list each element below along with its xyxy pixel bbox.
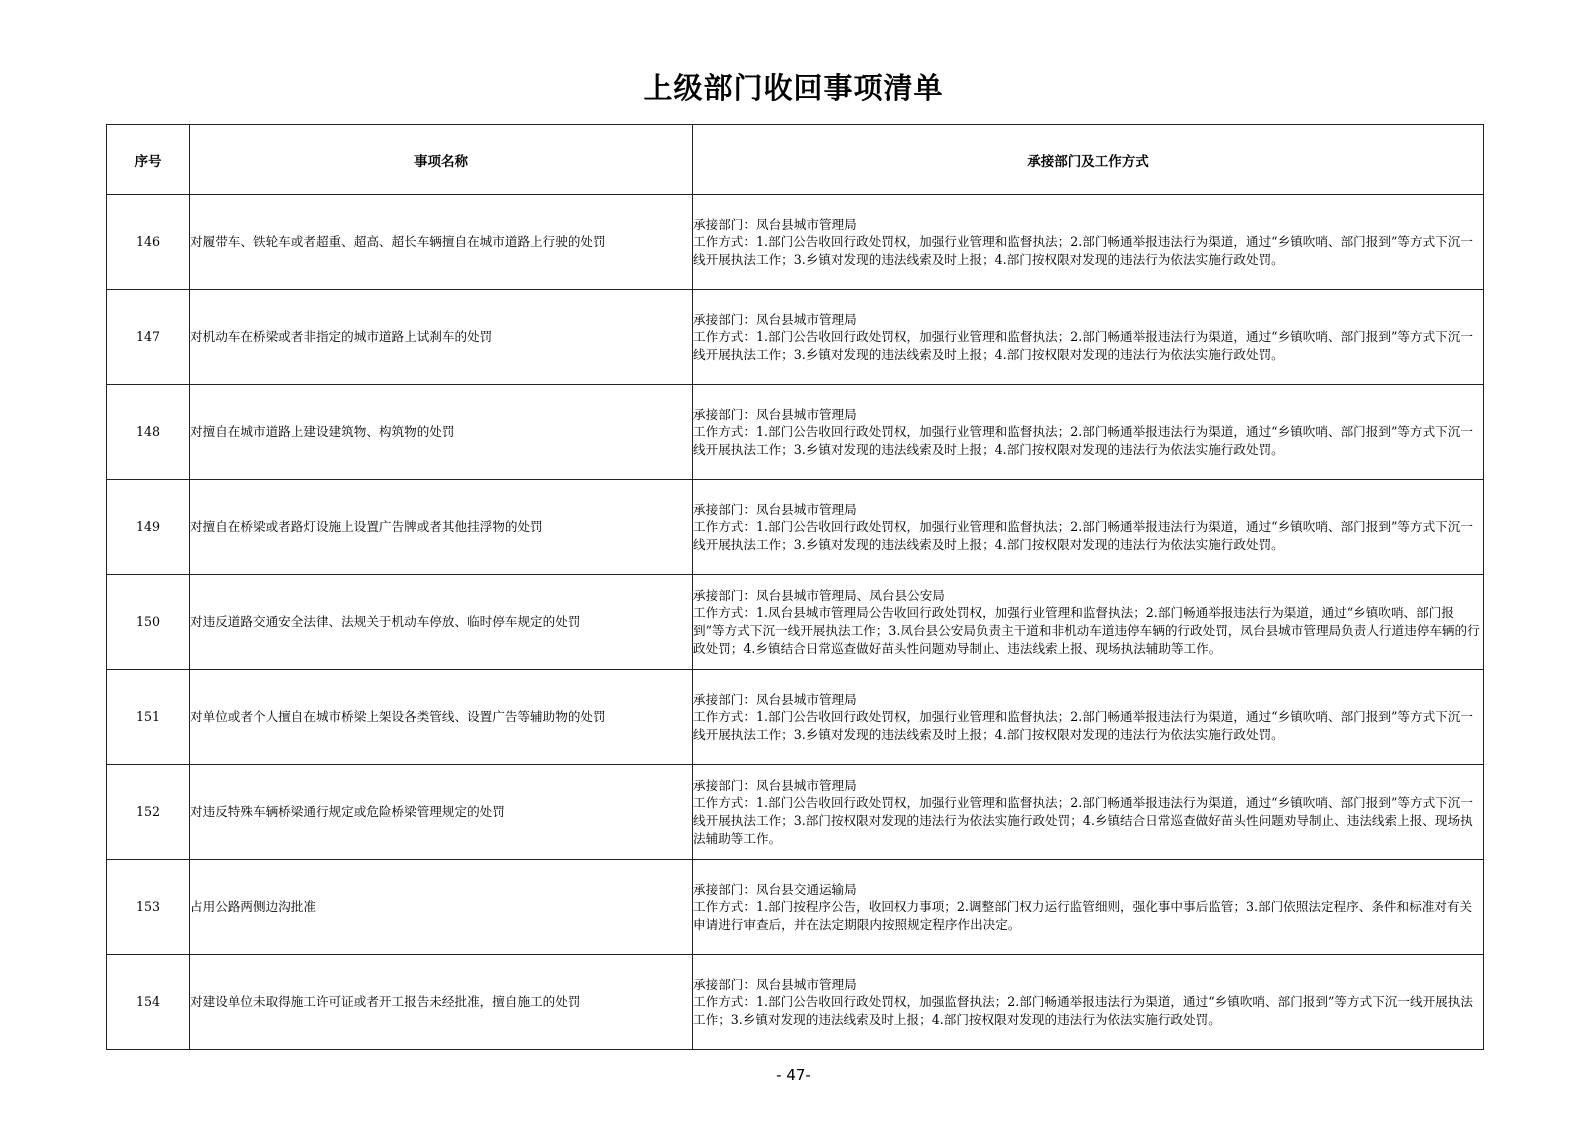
row-number: 146 — [107, 195, 190, 290]
table-row — [107, 860, 1484, 955]
item-name: 对机动车在桥梁或者非指定的城市道路上试刹车的处罚 — [190, 290, 693, 385]
table-row — [107, 955, 1484, 1050]
item-name: 对履带车、铁轮车或者超重、超高、超长车辆擅自在城市道路上行驶的处罚 — [190, 195, 693, 290]
dept-line: 承接部门：凤台县城市管理局 — [693, 691, 857, 707]
table-row — [107, 195, 1484, 290]
dept-cell — [693, 670, 1484, 765]
row-number: 151 — [107, 670, 190, 765]
dept-cell — [693, 765, 1484, 860]
header-dept: 承接部门及工作方式 — [693, 125, 1484, 195]
dept-line: 承接部门：凤台县城市管理局 — [693, 976, 857, 992]
mode-line: 工作方式：1.部门按程序公告，收回权力事项；2.调整部门权力运行监管细则，强化事中事后监管；3.部门依照法定程序、条件和标准对有关申请进行审查后，并在法定期限内按照规定程序作出决定。 — [693, 899, 1473, 932]
dept-cell — [693, 290, 1484, 385]
dept-cell — [693, 955, 1484, 1050]
mode-line: 工作方式：1.部门公告收回行政处罚权，加强监督执法；2.部门畅通举报违法行为渠道，通过“乡镇吹哨、部门报到”等方式下沉一线开展执法工作；3.乡镇对发现的违法线索及时上报；4.部门按权限对发现的违法行为依法实施行政处罚。 — [693, 994, 1473, 1027]
dept-cell — [693, 195, 1484, 290]
dept-cell — [693, 385, 1484, 480]
dept-line: 承接部门：凤台县城市管理局 — [693, 311, 857, 327]
dept-line: 承接部门：凤台县城市管理局 — [693, 777, 857, 793]
item-name: 对违反特殊车辆桥梁通行规定或危险桥梁管理规定的处罚 — [190, 765, 693, 860]
item-name: 占用公路两侧边沟批准 — [190, 860, 693, 955]
row-number: 154 — [107, 955, 190, 1050]
table-row — [107, 290, 1484, 385]
mode-line: 工作方式：1.凤台县城市管理局公告收回行政处罚权，加强行业管理和监督执法；2.部门畅通举报违法行为渠道，通过“乡镇吹哨、部门报到”等方式下沉一线开展执法工作；3.凤台县公安局负责主干道和非机动车道违停车辆的行政处罚，凤台县城市管理局负责人行道违停车辆的行政处罚；4.乡镇结合日常巡查做好苗头性问题劝导制止、违法线索上报、现场执法辅助等工作。 — [693, 605, 1480, 656]
mode-line: 工作方式：1.部门公告收回行政处罚权，加强行业管理和监督执法；2.部门畅通举报违法行为渠道，通过“乡镇吹哨、部门报到”等方式下沉一线开展执法工作；3.乡镇对发现的违法线索及时上报；4.部门按权限对发现的违法行为依法实施行政处罚。 — [693, 234, 1473, 267]
dept-cell — [693, 860, 1484, 955]
page-number: - 47- — [776, 1066, 811, 1084]
item-name: 对违反道路交通安全法律、法规关于机动车停放、临时停车规定的处罚 — [190, 575, 693, 670]
item-name: 对建设单位未取得施工许可证或者开工报告未经批准，擅自施工的处罚 — [190, 955, 693, 1050]
table-row — [107, 575, 1484, 670]
mode-line: 工作方式：1.部门公告收回行政处罚权，加强行业管理和监督执法；2.部门畅通举报违法行为渠道，通过“乡镇吹哨、部门报到”等方式下沉一线开展执法工作；3.乡镇对发现的违法线索及时上报；4.部门按权限对发现的违法行为依法实施行政处罚。 — [693, 424, 1473, 457]
dept-cell — [693, 480, 1484, 575]
dept-cell — [693, 575, 1484, 670]
mode-line: 工作方式：1.部门公告收回行政处罚权，加强行业管理和监督执法；2.部门畅通举报违法行为渠道，通过“乡镇吹哨、部门报到”等方式下沉一线开展执法工作；3.部门按权限对发现的违法行为依法实施行政处罚；4.乡镇结合日常巡查做好苗头性问题劝导制止、违法线索上报、现场执法辅助等工作。 — [693, 795, 1473, 846]
header-no: 序号 — [107, 125, 190, 195]
row-number: 150 — [107, 575, 190, 670]
dept-line: 承接部门：凤台县城市管理局、凤台县公安局 — [693, 587, 945, 603]
header-name: 事项名称 — [190, 125, 693, 195]
table-row — [107, 670, 1484, 765]
table-row — [107, 480, 1484, 575]
page-title: 上级部门收回事项清单 — [643, 71, 944, 105]
row-number: 152 — [107, 765, 190, 860]
dept-line: 承接部门：凤台县城市管理局 — [693, 406, 857, 422]
table-header-row — [107, 125, 1484, 195]
row-number: 147 — [107, 290, 190, 385]
dept-line: 承接部门：凤台县城市管理局 — [693, 216, 857, 232]
items-table — [106, 124, 1484, 1050]
row-number: 148 — [107, 385, 190, 480]
dept-line: 承接部门：凤台县城市管理局 — [693, 501, 857, 517]
mode-line: 工作方式：1.部门公告收回行政处罚权，加强行业管理和监督执法；2.部门畅通举报违法行为渠道，通过“乡镇吹哨、部门报到”等方式下沉一线开展执法工作；3.乡镇对发现的违法线索及时上报；4.部门按权限对发现的违法行为依法实施行政处罚。 — [693, 519, 1473, 552]
table-row — [107, 765, 1484, 860]
item-name: 对单位或者个人擅自在城市桥梁上架设各类管线、设置广告等辅助物的处罚 — [190, 670, 693, 765]
row-number: 153 — [107, 860, 190, 955]
item-name: 对擅自在桥梁或者路灯设施上设置广告牌或者其他挂浮物的处罚 — [190, 480, 693, 575]
table-row — [107, 385, 1484, 480]
mode-line: 工作方式：1.部门公告收回行政处罚权，加强行业管理和监督执法；2.部门畅通举报违法行为渠道，通过“乡镇吹哨、部门报到”等方式下沉一线开展执法工作；3.乡镇对发现的违法线索及时上报；4.部门按权限对发现的违法行为依法实施行政处罚。 — [693, 329, 1473, 362]
item-name: 对擅自在城市道路上建设建筑物、构筑物的处罚 — [190, 385, 693, 480]
mode-line: 工作方式：1.部门公告收回行政处罚权，加强行业管理和监督执法；2.部门畅通举报违法行为渠道，通过“乡镇吹哨、部门报到”等方式下沉一线开展执法工作；3.乡镇对发现的违法线索及时上报；4.部门按权限对发现的违法行为依法实施行政处罚。 — [693, 709, 1473, 742]
row-number: 149 — [107, 480, 190, 575]
dept-line: 承接部门：凤台县交通运输局 — [693, 881, 857, 897]
